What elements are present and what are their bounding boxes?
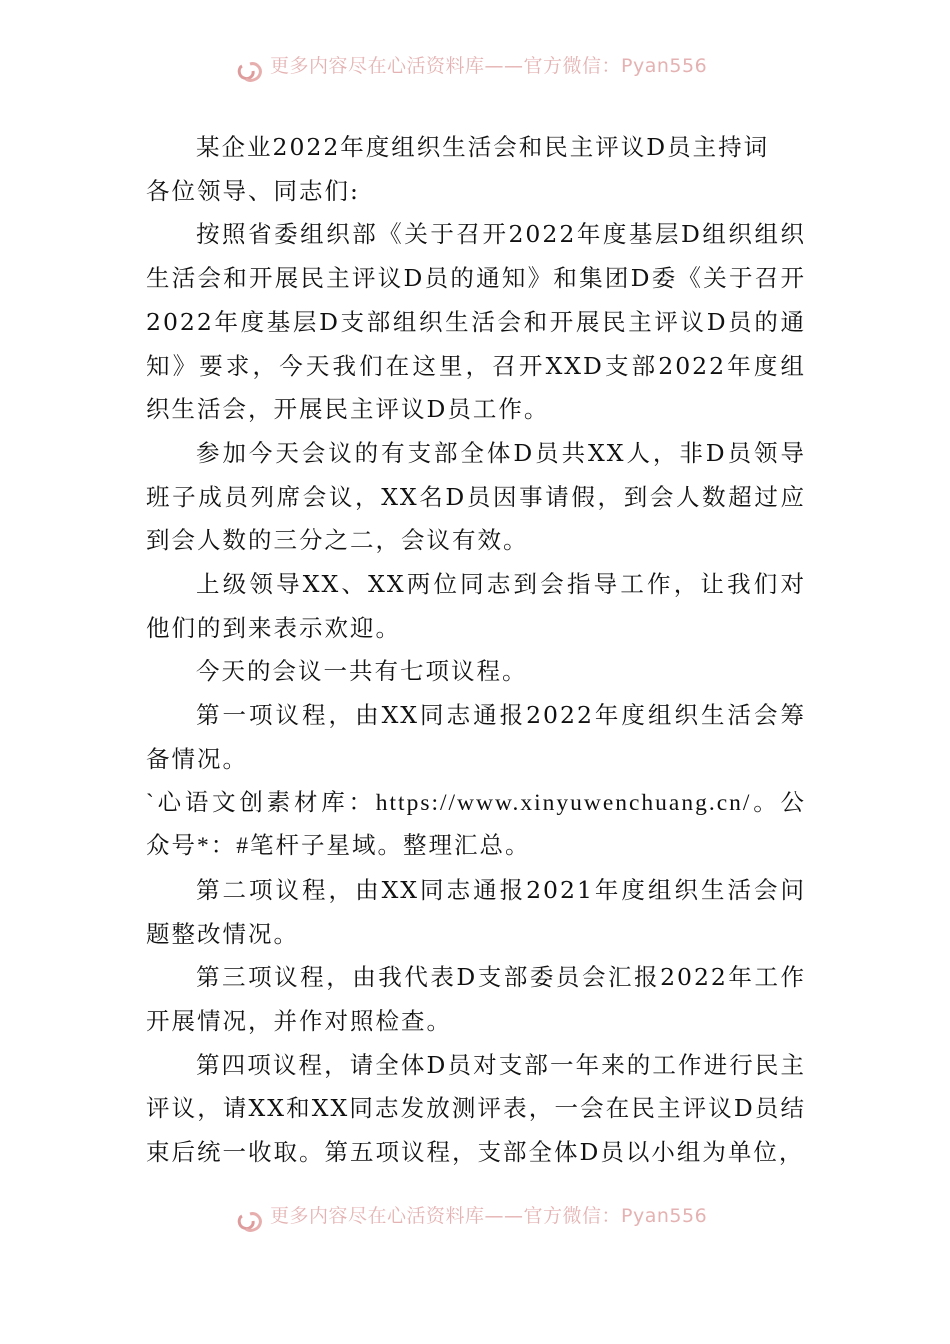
agenda-item-2: 第二项议程，由XX同志通报2021年度组织生活会问题整改情况。 (146, 875, 806, 948)
paragraph: 今天的会议一共有七项议程。 (196, 657, 528, 686)
paragraph: 参加今天会议的有支部全体D员共XX人，非D员领导班子成员列席会议，XX名D员因事请假，到会人数超过应到会人数的三分之二，会议有效。 (146, 438, 806, 555)
document-title: 某企业2022年度组织生活会和民主评议D员主持词 (196, 133, 770, 161)
salutation: 各位领导、同志们: (146, 176, 360, 205)
watermark-logo-icon (236, 60, 266, 84)
paragraph: 按照省委组织部《关于召开2022年度基层D组织组织生活会和开展民主评议D员的通知》和集团D委《关于召开2022年度基层D支部组织生活会和开展民主评议D员的通知》要求，今天我们在这里，召开XXD支部2022年度组织生活会，开展民主评议D员工作。 (146, 220, 806, 424)
header-watermark (0, 56, 950, 86)
source-note: `心语文创素材库：https://www.xinyuwenchuang.cn/。公众号*：#笔杆子星域。整理汇总。 (146, 789, 806, 860)
document-body (146, 126, 806, 1175)
paragraph: 上级领导XX、XX两位同志到会指导工作，让我们对他们的到来表示欢迎。 (146, 570, 806, 642)
watermark-text: 更多内容尽在心活资料库——官方微信：Pyan556 (270, 1206, 708, 1227)
footer-watermark (0, 1206, 950, 1236)
agenda-item-3: 第三项议程，由我代表D支部委员会汇报2022年工作开展情况，并作对照检查。 (146, 963, 806, 1036)
agenda-item-1: 第一项议程，由XX同志通报2022年度组织生活会筹备情况。 (146, 701, 806, 773)
agenda-item-4-5: 第四项议程，请全体D员对支部一年来的工作进行民主评议，请XX和XX同志发放测评表，一会在民主评议D员结束后统一收取。第五项议程，支部全体D员以小组为单位， (146, 1050, 806, 1167)
watermark-logo-icon (236, 1210, 266, 1234)
watermark-text: 更多内容尽在心活资料库——官方微信：Pyan556 (270, 56, 708, 77)
